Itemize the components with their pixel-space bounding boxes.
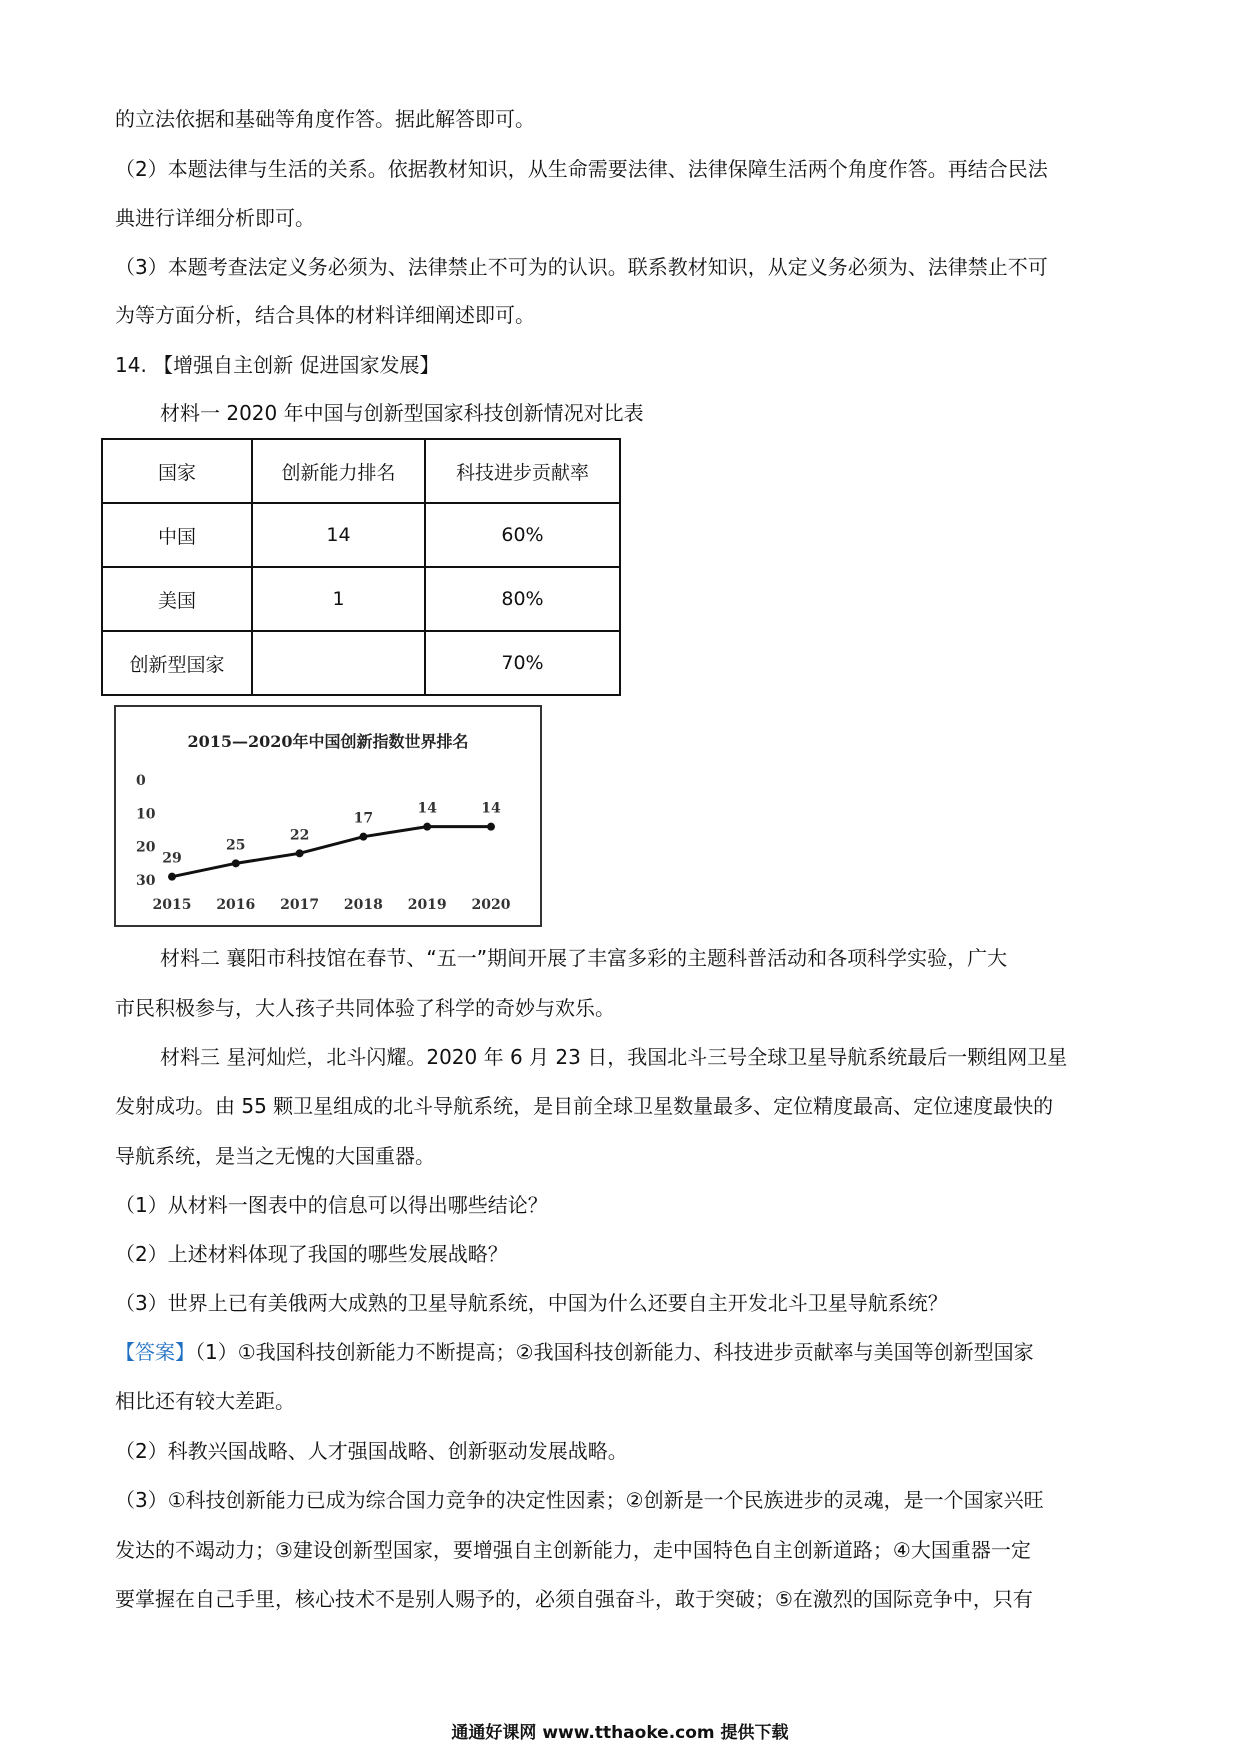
data-point (168, 873, 176, 881)
table-row (102, 631, 620, 695)
y-tick-label: 20 (136, 839, 156, 856)
table-cell: 美国 (102, 567, 252, 631)
comparison-table (101, 438, 621, 696)
data-label: 29 (162, 850, 182, 867)
x-tick-label: 2015 (152, 897, 192, 913)
footer-watermark: 通通好课网 www.tthaoke.com 提供下载 (451, 1723, 789, 1743)
material1-caption: 材料一 2020 年中国与创新型国家科技创新情况对比表 (160, 401, 644, 425)
material3-line: 导航系统，是当之无愧的大国重器。 (115, 1144, 435, 1168)
data-label: 17 (353, 810, 374, 827)
answer-tag: 【答案】 (115, 1340, 195, 1364)
answer-line: （3）①科技创新能力已成为综合国力竞争的决定性因素；②创新是一个民族进步的灵魂，是一个国家兴旺 (115, 1488, 1044, 1512)
table-header-cell: 国家 (102, 439, 252, 503)
answer-line (115, 1337, 1135, 1367)
data-point (232, 859, 240, 867)
table-row (102, 503, 620, 567)
material2-line: 材料二 襄阳市科技馆在春节、“五一”期间开展了丰富多彩的主题科普活动和各项科学实验，广大 (160, 946, 1008, 970)
table-cell: 70% (425, 631, 620, 695)
x-tick-label: 2016 (216, 897, 256, 913)
text-line: （3）本题考查法定义务必须为、法律禁止不可为的认识。联系教材知识，从定义务必须为、法律禁止不可 (115, 255, 1048, 279)
x-tick-label: 2020 (471, 897, 511, 913)
table-cell: 1 (252, 567, 425, 631)
material3-line: 材料三 星河灿烂，北斗闪耀。2020 年 6 月 23 日，我国北斗三号全球卫星导航系统最后一颗组网卫星 (160, 1045, 1068, 1069)
data-point (296, 849, 304, 857)
data-label: 14 (417, 800, 437, 817)
question-line: （1）从材料一图表中的信息可以得出哪些结论？ (115, 1193, 548, 1217)
series-line (172, 827, 491, 877)
answer-line: 要掌握在自己手里，核心技术不是别人赐予的，必须自强奋斗，敢于突破；⑤在激烈的国际竞争中，只有 (115, 1587, 1033, 1611)
text-line: （2）本题法律与生活的关系。依据教材知识，从生命需要法律、法律保障生活两个角度作答。再结合民法 (115, 157, 1048, 181)
table-header-row (102, 439, 620, 503)
data-label: 22 (289, 827, 310, 844)
text-line: 为等方面分析，结合具体的材料详细阐述即可。 (115, 303, 535, 327)
text-line: 的立法依据和基础等角度作答。据此解答即可。 (115, 107, 535, 131)
material3-line: 发射成功。由 55 颗卫星组成的北斗导航系统，是目前全球卫星数量最多、定位精度最高、定位速度最快的 (115, 1094, 1054, 1118)
data-point (487, 823, 495, 831)
table-cell: 80% (425, 567, 620, 631)
answer-line: 发达的不竭动力；③建设创新型国家，要增强自主创新能力，走中国特色自主创新道路；④大国重器一定 (115, 1538, 1031, 1562)
x-tick-label: 2019 (407, 897, 447, 913)
table-cell: 创新型国家 (102, 631, 252, 695)
data-point (359, 833, 367, 841)
ranking-chart (114, 705, 542, 927)
material2-line: 市民积极参与，大人孩子共同体验了科学的奇妙与欢乐。 (115, 996, 615, 1020)
table-header-cell: 科技进步贡献率 (425, 439, 620, 503)
table-cell (252, 631, 425, 695)
text-line: 典进行详细分析即可。 (115, 206, 315, 230)
table-header-cell: 创新能力排名 (252, 439, 425, 503)
table-cell: 14 (252, 503, 425, 567)
data-point (423, 823, 431, 831)
data-label: 14 (481, 800, 501, 817)
table-cell: 60% (425, 503, 620, 567)
data-label: 25 (226, 837, 246, 854)
y-tick-label: 0 (136, 773, 146, 789)
chart-title: 2015—2020年中国创新指数世界排名 (187, 732, 469, 751)
answer-text: （1）①我国科技创新能力不断提高；②我国科技创新能力、科技进步贡献率与美国等创新型国家 (195, 1340, 1034, 1364)
y-tick-label: 10 (136, 806, 156, 823)
x-tick-label: 2018 (343, 897, 383, 913)
answer-line: （2）科教兴国战略、人才强国战略、创新驱动发展战略。 (115, 1439, 628, 1463)
chart-svg (116, 707, 540, 925)
question-line: （2）上述材料体现了我国的哪些发展战略？ (115, 1242, 508, 1266)
question-heading: 14. 【增强自主创新 促进国家发展】 (115, 353, 440, 377)
y-tick-label: 30 (136, 873, 156, 889)
answer-line: 相比还有较大差距。 (115, 1389, 295, 1413)
x-tick-label: 2017 (280, 897, 320, 913)
question-line: （3）世界上已有美俄两大成熟的卫星导航系统，中国为什么还要自主开发北斗卫星导航系统？ (115, 1291, 948, 1315)
table-row (102, 567, 620, 631)
table-cell: 中国 (102, 503, 252, 567)
